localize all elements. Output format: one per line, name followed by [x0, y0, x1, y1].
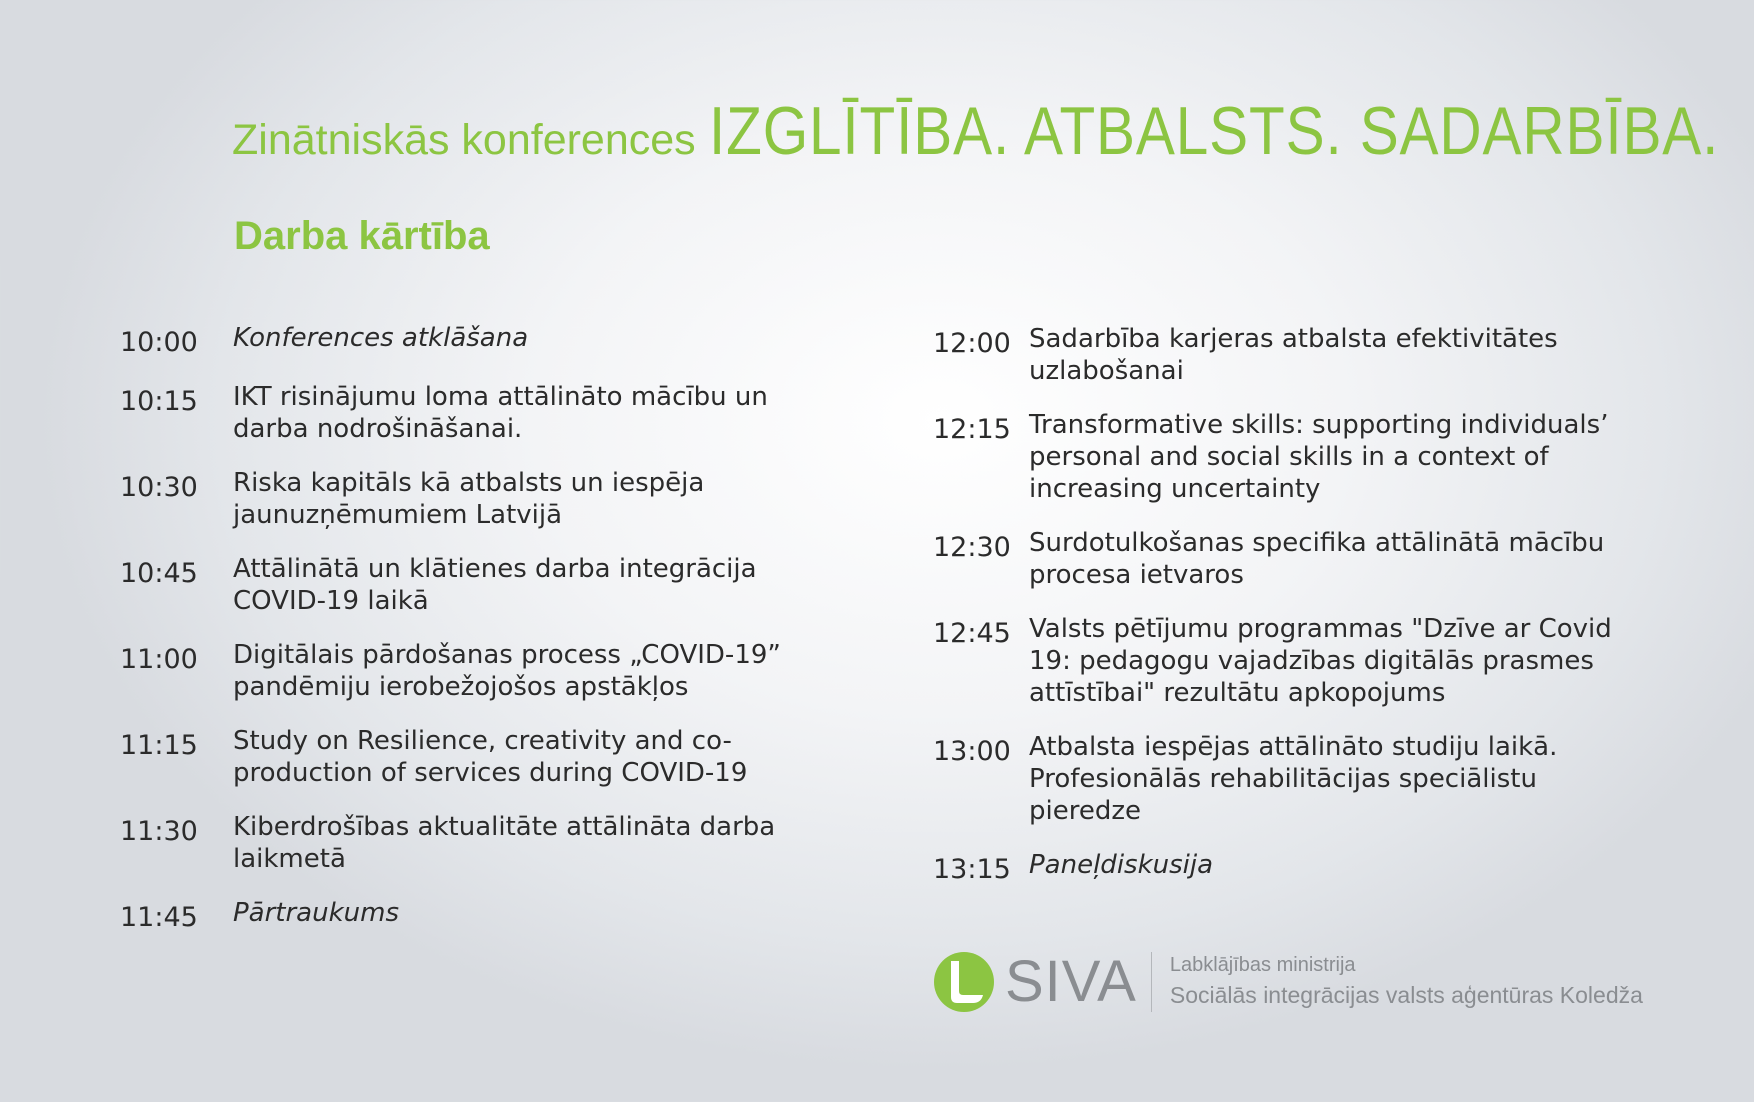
agenda-text: Surdotulkošanas specifika attālinātā mācību procesa ietvaros	[1029, 528, 1605, 590]
agenda-item	[120, 639, 840, 703]
agenda-time: 11:15	[120, 730, 198, 761]
agenda-text: Riska kapitāls kā atbalsts un iespēja jaunuzņēmumiem Latvijā	[233, 468, 705, 530]
logo-college: Sociālās integrācijas valsts aģentūras Koledža	[1169, 982, 1643, 1008]
agenda-time: 11:00	[120, 644, 198, 675]
agenda-item	[120, 897, 840, 934]
agenda-text: Konferences atklāšana	[233, 323, 529, 353]
agenda-time: 10:45	[120, 558, 198, 589]
agenda-text: Sadarbība karjeras atbalsta efektivitātes uzlabošanai	[1029, 324, 1558, 386]
agenda-item	[933, 527, 1653, 591]
agenda-item	[933, 849, 1653, 886]
agenda-time: 12:15	[933, 414, 1011, 445]
agenda-text: Attālinātā un klātienes darba integrācija COVID-19 laikā	[233, 554, 757, 616]
agenda-time: 10:15	[120, 386, 198, 417]
agenda-text: Atbalsta iespējas attālināto studiju laikā. Profesionālās rehabilitācijas speciālistu pieredze	[1029, 732, 1558, 826]
agenda-text: Digitālais pārdošanas process „COVID-19” pandēmiju ierobežojošos apstākļos	[233, 640, 781, 702]
agenda-time: 12:45	[933, 618, 1011, 649]
agenda-item	[120, 811, 840, 875]
agenda-item	[120, 725, 840, 789]
agenda-item	[933, 613, 1653, 709]
agenda-left-column	[120, 322, 840, 956]
agenda-text: Pārtraukums	[233, 898, 400, 928]
agenda-item	[120, 467, 840, 531]
agenda-item	[120, 553, 840, 617]
agenda-text: Valsts pētījumu programmas "Dzīve ar Covid 19: pedagogu vajadzības digitālās prasmes attīstībai" rezultātu apkopojums	[1029, 614, 1612, 708]
agenda-time: 12:00	[933, 328, 1011, 359]
agenda-text: Study on Resilience, creativity and co-production of services during COVID-19	[233, 726, 748, 788]
agenda-item	[933, 409, 1653, 505]
logo-ministry: Labklājības ministrija	[1169, 954, 1356, 976]
agenda-time: 13:00	[933, 736, 1011, 767]
agenda-text: Paneļdiskusija	[1029, 850, 1214, 880]
logo-name: SIVA	[1005, 949, 1137, 1014]
agenda-item	[933, 323, 1653, 387]
agenda-text: Kiberdrošības aktualitāte attālināta darba laikmetā	[233, 812, 776, 874]
agenda-time: 10:30	[120, 472, 198, 503]
logo-divider	[1151, 952, 1152, 1012]
agenda-heading: Darba kārtība	[234, 214, 490, 258]
agenda-item	[120, 381, 840, 445]
agenda-time: 12:30	[933, 532, 1011, 563]
agenda-time: 11:45	[120, 902, 198, 933]
title-prefix: Zinātniskās konferences	[232, 116, 696, 164]
logo-text	[1170, 952, 1643, 1012]
conference-title	[232, 92, 1754, 170]
agenda-text: Transformative skills: supporting individuals’ personal and social skills in a context of increasing uncertainty	[1029, 410, 1609, 504]
agenda-right-column	[933, 323, 1653, 908]
agenda-time: 10:00	[120, 327, 198, 358]
agenda-time: 11:30	[120, 816, 198, 847]
siva-leaf-icon	[933, 951, 995, 1013]
agenda-item	[120, 322, 840, 359]
siva-logo	[933, 950, 1643, 1014]
agenda-item	[933, 731, 1653, 827]
agenda-time: 13:15	[933, 854, 1011, 885]
title-main: IZGLĪTĪBA. ATBALSTS. SADARBĪBA.	[708, 93, 1720, 169]
agenda-text: IKT risinājumu loma attālināto mācību un darba nodrošināšanai.	[233, 382, 768, 444]
